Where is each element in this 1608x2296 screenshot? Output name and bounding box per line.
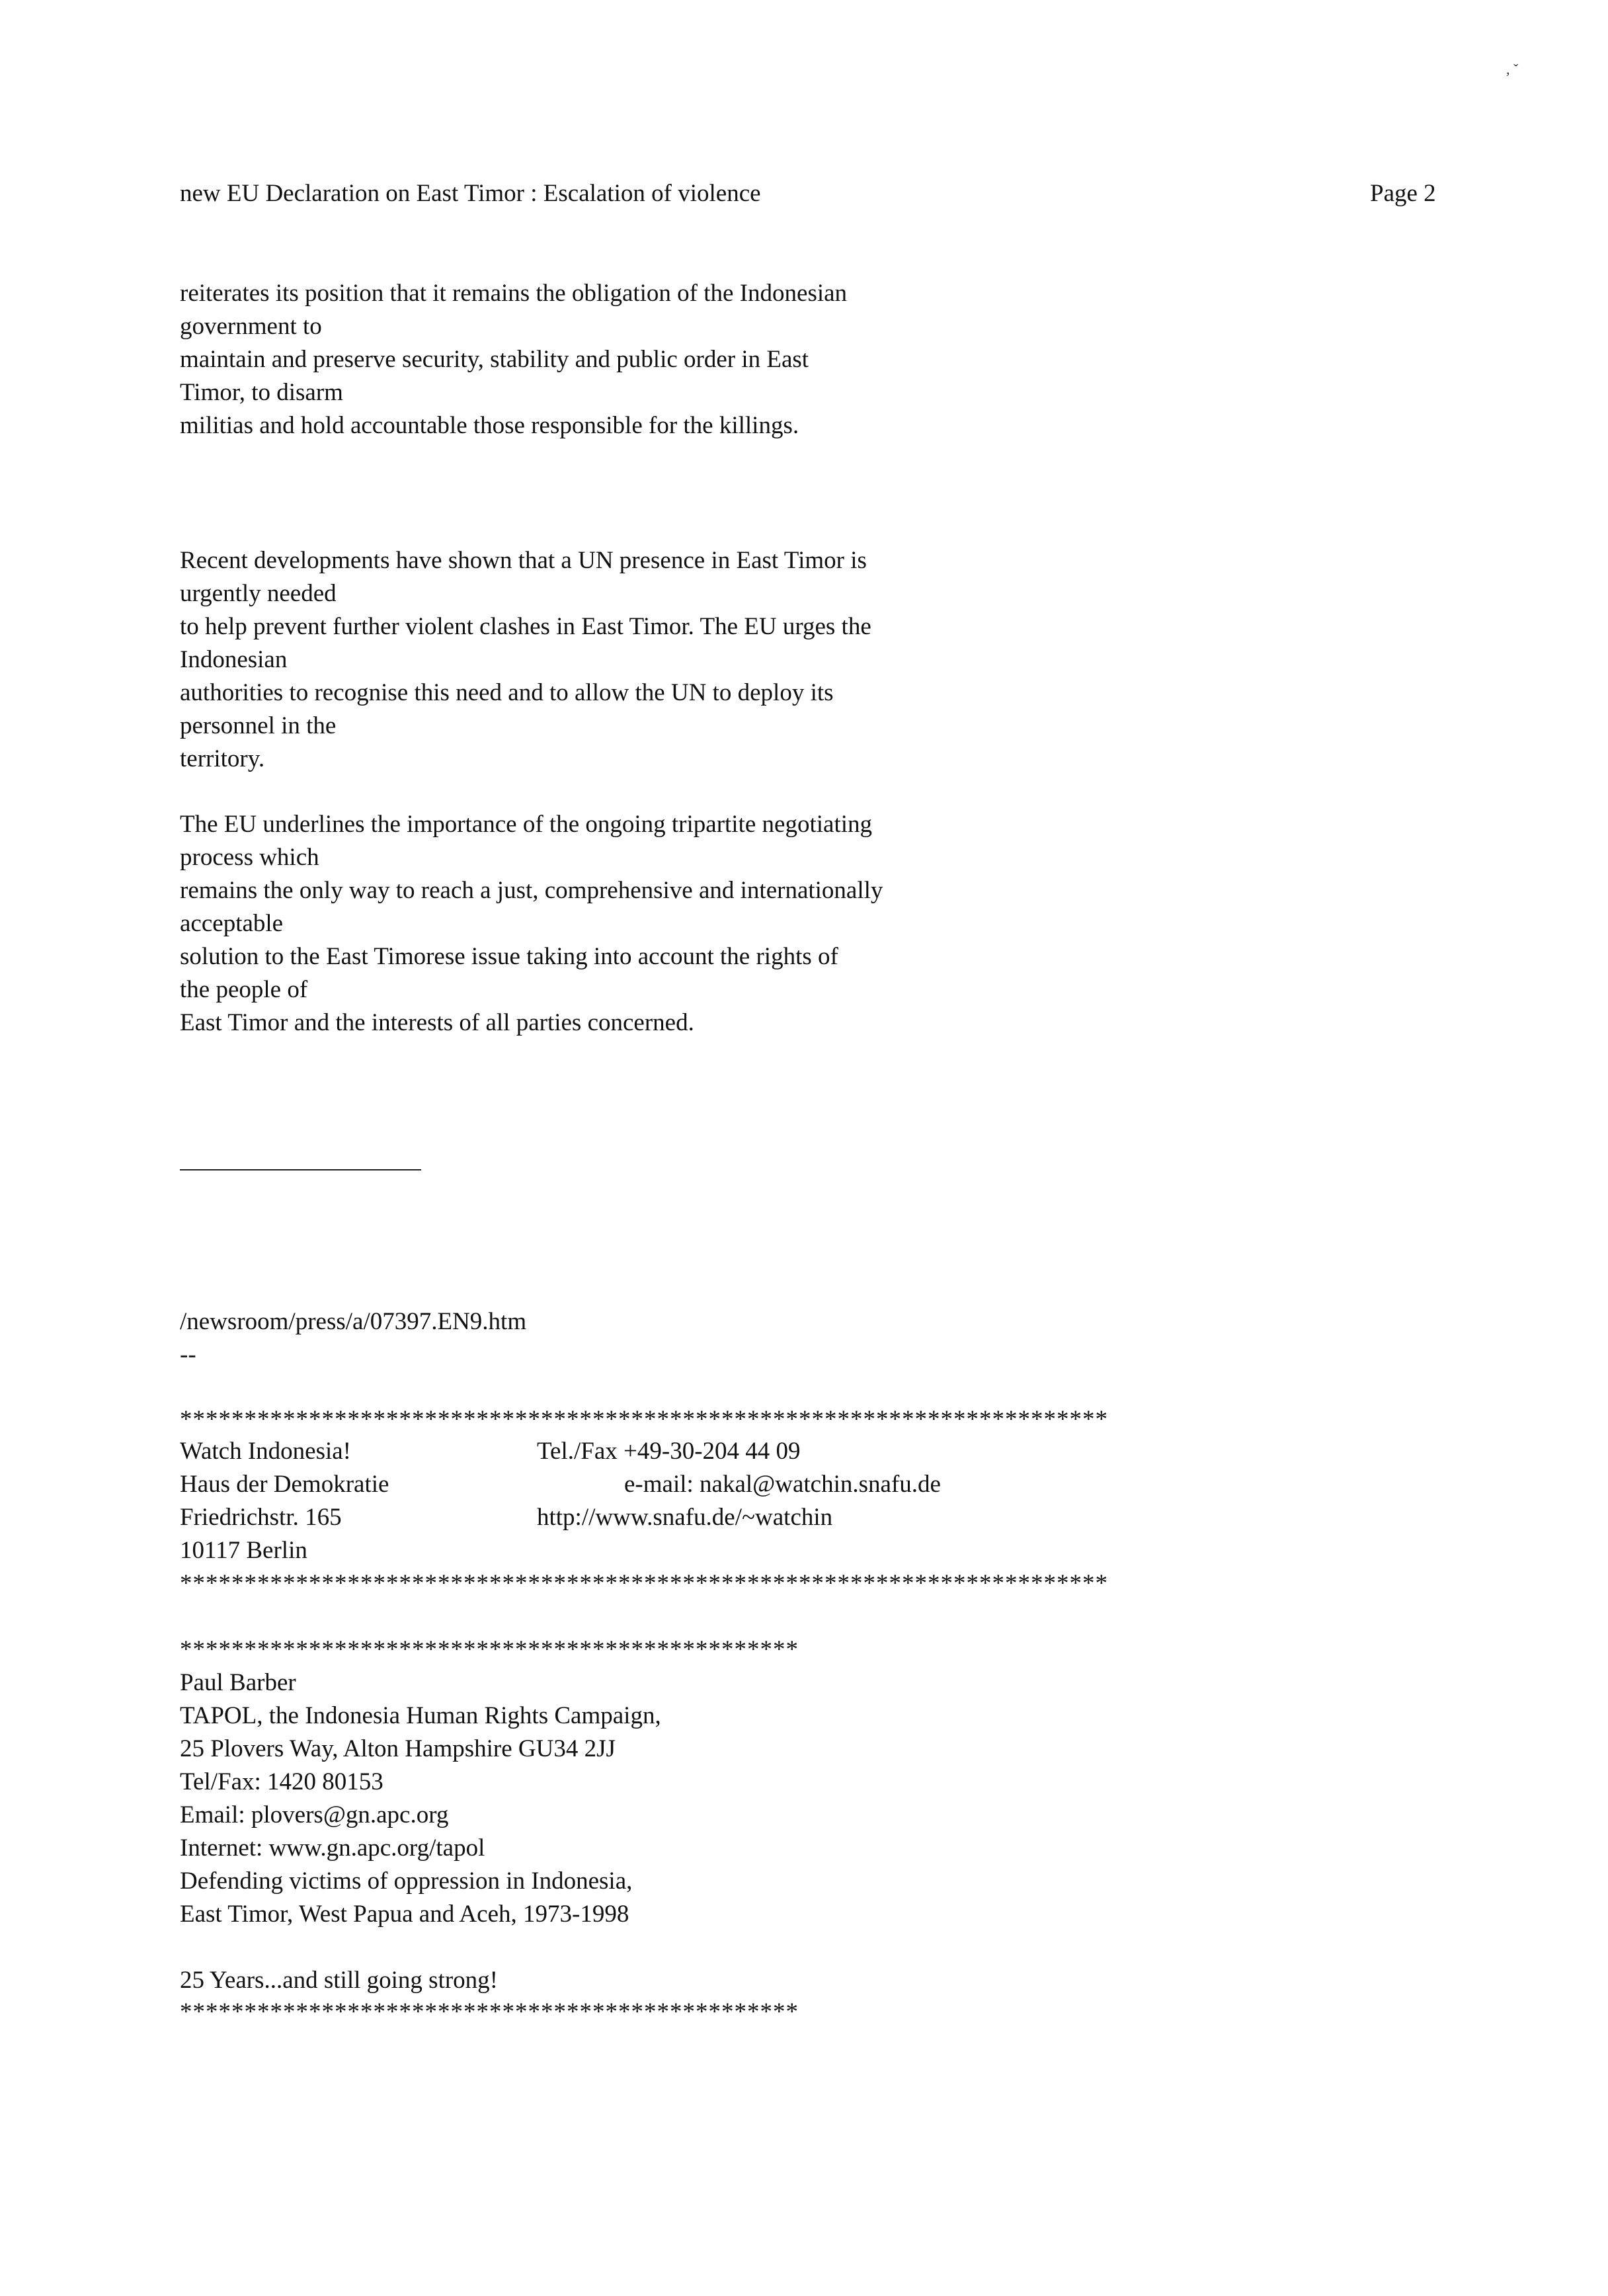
tapol-signature xyxy=(180,1666,661,1931)
signature-separator: -- xyxy=(180,1341,196,1368)
signature-line: Email: plovers@gn.apc.org xyxy=(180,1801,449,1828)
signature-line: 25 Plovers Way, Alton Hampshire GU34 2JJ xyxy=(180,1735,616,1762)
paragraph-line: government to xyxy=(180,313,322,340)
paragraph-line: authorities to recognise this need and to allow the UN to deploy its xyxy=(180,679,834,706)
stars-divider-tapol-bottom: ************************************************ xyxy=(180,1998,799,2026)
stars-divider-top: ************************************************************************ xyxy=(180,1406,1108,1433)
paragraph-line: solution to the East Timorese issue taking into account the rights of xyxy=(180,943,838,970)
paragraph-line: process which xyxy=(180,844,319,871)
signature-line: Paul Barber xyxy=(180,1669,296,1696)
address-line: 10117 Berlin xyxy=(180,1537,307,1564)
signature-line: TAPOL, the Indonesia Human Rights Campaign, xyxy=(180,1702,661,1729)
address-line: Friedrichstr. 165 xyxy=(180,1504,342,1531)
watch-indonesia-address xyxy=(180,1435,389,1567)
footnote-rule xyxy=(180,1169,421,1170)
paragraph-line: maintain and preserve security, stability and public order in East xyxy=(180,346,809,373)
address-line: Watch Indonesia! xyxy=(180,1438,351,1465)
paragraph-un-presence xyxy=(180,544,871,776)
paragraph-line: Indonesian xyxy=(180,646,288,673)
paragraph-line: personnel in the xyxy=(180,712,337,739)
address-line: Haus der Demokratie xyxy=(180,1471,389,1498)
corner-marks: , ˇ xyxy=(1506,61,1519,77)
paragraph-line: the people of xyxy=(180,976,308,1003)
paragraph-tripartite xyxy=(180,808,883,1040)
paragraph-line: Timor, to disarm xyxy=(180,379,343,406)
watch-indonesia-web: http://www.snafu.de/~watchin xyxy=(537,1504,833,1531)
paragraph-line: to help prevent further violent clashes in East Timor. The EU urges the xyxy=(180,613,871,640)
paragraph-line: remains the only way to reach a just, comprehensive and internationally xyxy=(180,877,883,904)
paragraph-security xyxy=(180,277,847,442)
signature-line: East Timor, West Papua and Aceh, 1973-1998 xyxy=(180,1901,629,1928)
signature-line: Tel/Fax: 1420 80153 xyxy=(180,1768,383,1795)
watch-indonesia-tel: Tel./Fax +49-30-204 44 09 xyxy=(537,1438,801,1465)
paragraph-line: militias and hold accountable those responsible for the killings. xyxy=(180,412,799,439)
paragraph-line: reiterates its position that it remains the obligation of the Indonesian xyxy=(180,280,848,307)
paragraph-line: The EU underlines the importance of the ongoing tripartite negotiating xyxy=(180,811,873,838)
signature-line: Defending victims of oppression in Indonesia, xyxy=(180,1867,633,1895)
watch-indonesia-email: e-mail: nakal@watchin.snafu.de xyxy=(624,1471,941,1498)
stars-divider-tapol-top: ************************************************ xyxy=(180,1636,799,1663)
url-path: /newsroom/press/a/07397.EN9.htm xyxy=(180,1308,527,1335)
page-header-title: new EU Declaration on East Timor : Escalation of violence xyxy=(180,180,761,207)
tapol-slogan: 25 Years...and still going strong! xyxy=(180,1967,498,1994)
paragraph-line: urgently needed xyxy=(180,580,337,607)
paragraph-line: East Timor and the interests of all parties concerned. xyxy=(180,1009,694,1036)
stars-divider-bottom: ************************************************************************ xyxy=(180,1570,1108,1597)
page-number: Page 2 xyxy=(1370,180,1436,207)
paragraph-line: acceptable xyxy=(180,910,284,937)
paragraph-line: Recent developments have shown that a UN presence in East Timor is xyxy=(180,547,867,574)
signature-line: Internet: www.gn.apc.org/tapol xyxy=(180,1834,485,1862)
paragraph-line: territory. xyxy=(180,745,265,772)
